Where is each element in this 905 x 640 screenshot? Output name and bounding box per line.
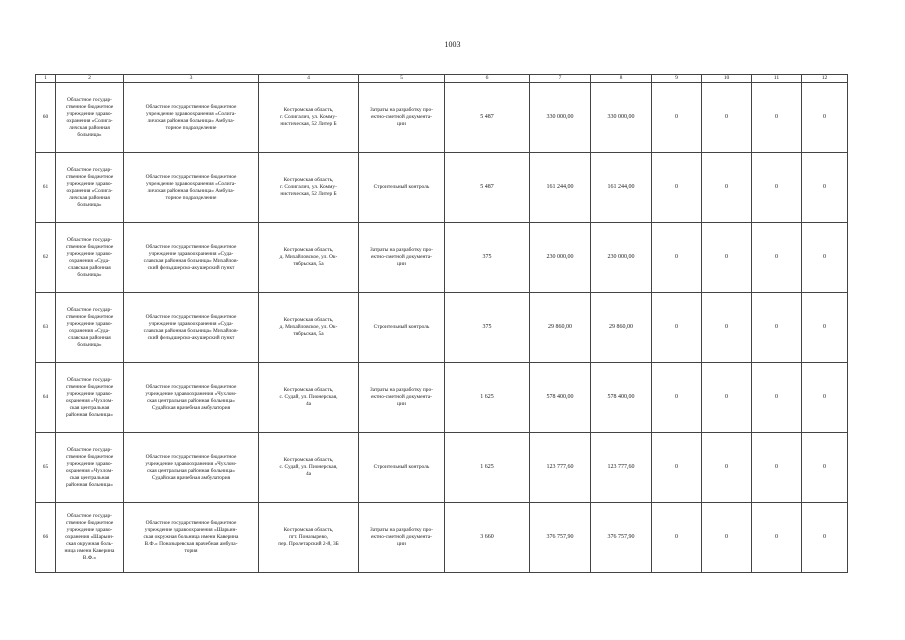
institution-cell: Областное государ- ственное бюджетное учреждение здраво- охранения «Солига- личская районная больница» <box>56 153 124 223</box>
value-cell: 123 777,60 <box>530 433 591 503</box>
subdivision-cell: Областное государственное бюджетное учреждение здравоохранения «Солига- личская районная больница» Амбула- торное подразделение <box>124 83 259 153</box>
value-cell: 0 <box>702 153 752 223</box>
value-cell: 375 <box>445 223 530 293</box>
subdivision-cell: Областное государственное бюджетное учреждение здравоохранения «Чухлом- ская центральная районная больница» Судайская врачебная амбулатория <box>124 363 259 433</box>
header-cell: 8 <box>591 75 652 83</box>
row-number: 61 <box>36 153 56 223</box>
value-cell: 0 <box>652 503 702 573</box>
row-number: 66 <box>36 503 56 573</box>
address-cell: Костромская область, с. Судай, ул. Пионерская, 4а <box>259 433 359 503</box>
value-cell: 29 860,00 <box>530 293 591 363</box>
value-cell: 230 000,00 <box>591 223 652 293</box>
value-cell: 0 <box>802 223 848 293</box>
value-cell: 0 <box>802 293 848 363</box>
expense-type-cell: Затраты на разработку про- ектно-сметной документа- ции <box>359 83 445 153</box>
value-cell: 0 <box>802 363 848 433</box>
expense-type-cell: Затраты на разработку про- ектно-сметной документа- ции <box>359 223 445 293</box>
header-cell: 11 <box>752 75 802 83</box>
subdivision-cell: Областное государственное бюджетное учреждение здравоохранения «Суда- славская районная больница» Михайлов- ский фельдшерско-акушерский пункт <box>124 293 259 363</box>
value-cell: 161 244,00 <box>530 153 591 223</box>
value-cell: 0 <box>702 83 752 153</box>
value-cell: 0 <box>802 153 848 223</box>
value-cell: 0 <box>702 293 752 363</box>
value-cell: 5 487 <box>445 153 530 223</box>
header-cell: 12 <box>802 75 848 83</box>
value-cell: 161 244,00 <box>591 153 652 223</box>
header-cell: 4 <box>259 75 359 83</box>
row-number: 63 <box>36 293 56 363</box>
subdivision-cell: Областное государственное бюджетное учреждение здравоохранения «Суда- славская районная больница» Михайлов- ский фельдшерско-акушерский пункт <box>124 223 259 293</box>
value-cell: 0 <box>802 503 848 573</box>
value-cell: 0 <box>752 503 802 573</box>
address-cell: Костромская область, с. Судай, ул. Пионерская, 4а <box>259 363 359 433</box>
value-cell: 0 <box>802 83 848 153</box>
expense-type-cell: Строительный контроль <box>359 433 445 503</box>
header-cell: 6 <box>445 75 530 83</box>
header-cell: 10 <box>702 75 752 83</box>
value-cell: 0 <box>652 153 702 223</box>
header-cell: 7 <box>530 75 591 83</box>
value-cell: 0 <box>752 153 802 223</box>
value-cell: 0 <box>702 223 752 293</box>
expense-type-cell: Строительный контроль <box>359 293 445 363</box>
value-cell: 330 000,00 <box>530 83 591 153</box>
value-cell: 375 <box>445 293 530 363</box>
institution-cell: Областное государ- ственное бюджетное учреждение здраво- охранения «Чухлом- ская центральная районная больница» <box>56 433 124 503</box>
value-cell: 5 487 <box>445 83 530 153</box>
value-cell: 0 <box>702 363 752 433</box>
value-cell: 0 <box>802 433 848 503</box>
value-cell: 376 757,90 <box>591 503 652 573</box>
value-cell: 29 860,00 <box>591 293 652 363</box>
table-row <box>36 433 848 503</box>
header-cell: 3 <box>124 75 259 83</box>
institution-cell: Областное государ- ственное бюджетное учреждение здраво- охранения «Солига- личская районная больница» <box>56 83 124 153</box>
value-cell: 230 000,00 <box>530 223 591 293</box>
value-cell: 578 400,00 <box>530 363 591 433</box>
table-row <box>36 363 848 433</box>
table-row <box>36 223 848 293</box>
value-cell: 0 <box>652 363 702 433</box>
row-number: 65 <box>36 433 56 503</box>
value-cell: 3 660 <box>445 503 530 573</box>
expense-type-cell: Строительный контроль <box>359 153 445 223</box>
table-row <box>36 293 848 363</box>
header-cell: 9 <box>652 75 702 83</box>
header-cell: 2 <box>56 75 124 83</box>
header-row <box>36 75 848 83</box>
value-cell: 0 <box>702 503 752 573</box>
institution-cell: Областное государ- ственное бюджетное учреждение здраво- охранения «Суда- славская районная больница» <box>56 293 124 363</box>
address-cell: Костромская область, д. Михайловское, ул. Ок- тябрьская, 5а <box>259 223 359 293</box>
subdivision-cell: Областное государственное бюджетное учреждение здравоохранения «Шарьин- ская окружная больница имени Каверина В.Ф.» Поназыревская врачебная амбула- тория <box>124 503 259 573</box>
value-cell: 0 <box>752 363 802 433</box>
address-cell: Костромская область, д. Михайловское, ул. Ок- тябрьская, 5а <box>259 293 359 363</box>
value-cell: 0 <box>752 83 802 153</box>
institution-cell: Областное государ- ственное бюджетное учреждение здраво- охранения «Суда- славская районная больница» <box>56 223 124 293</box>
table-row <box>36 153 848 223</box>
subdivision-cell: Областное государственное бюджетное учреждение здравоохранения «Чухлом- ская центральная районная больница» Судайская врачебная амбулатория <box>124 433 259 503</box>
expense-type-cell: Затраты на разработку про- ектно-сметной документа- ции <box>359 363 445 433</box>
table-row <box>36 503 848 573</box>
row-number: 60 <box>36 83 56 153</box>
expense-type-cell: Затраты на разработку про- ектно-сметной документа- ции <box>359 503 445 573</box>
value-cell: 0 <box>652 83 702 153</box>
address-cell: Костромская область, г. Солигалич, ул. Комму- нистическая, 52 Литер Б <box>259 83 359 153</box>
table-row <box>36 83 848 153</box>
value-cell: 123 777,60 <box>591 433 652 503</box>
value-cell: 0 <box>752 293 802 363</box>
value-cell: 0 <box>652 293 702 363</box>
institution-cell: Областное государ- ственное бюджетное учреждение здраво- охранения «Шарьин- ская окружная боль- ница имени Каверина В.Ф.» <box>56 503 124 573</box>
value-cell: 578 400,00 <box>591 363 652 433</box>
header-cell: 5 <box>359 75 445 83</box>
address-cell: Костромская область, пгт. Поназырево, пер. Пролетарский 2-й, 3Б <box>259 503 359 573</box>
page-number: 1003 <box>444 40 461 49</box>
value-cell: 0 <box>752 433 802 503</box>
value-cell: 0 <box>652 223 702 293</box>
row-number: 62 <box>36 223 56 293</box>
header-cell: 1 <box>36 75 56 83</box>
value-cell: 0 <box>702 433 752 503</box>
value-cell: 1 625 <box>445 433 530 503</box>
value-cell: 1 625 <box>445 363 530 433</box>
row-number: 64 <box>36 363 56 433</box>
value-cell: 0 <box>652 433 702 503</box>
address-cell: Костромская область, г. Солигалич, ул. Комму- нистическая, 52 Литер Б <box>259 153 359 223</box>
data-table <box>35 74 848 573</box>
value-cell: 330 000,00 <box>591 83 652 153</box>
institution-cell: Областное государ- ственное бюджетное учреждение здраво- охранения «Чухлом- ская центральная районная больница» <box>56 363 124 433</box>
subdivision-cell: Областное государственное бюджетное учреждение здравоохранения «Солига- личская районная больница» Амбула- торное подразделение <box>124 153 259 223</box>
value-cell: 0 <box>752 223 802 293</box>
value-cell: 376 757,90 <box>530 503 591 573</box>
